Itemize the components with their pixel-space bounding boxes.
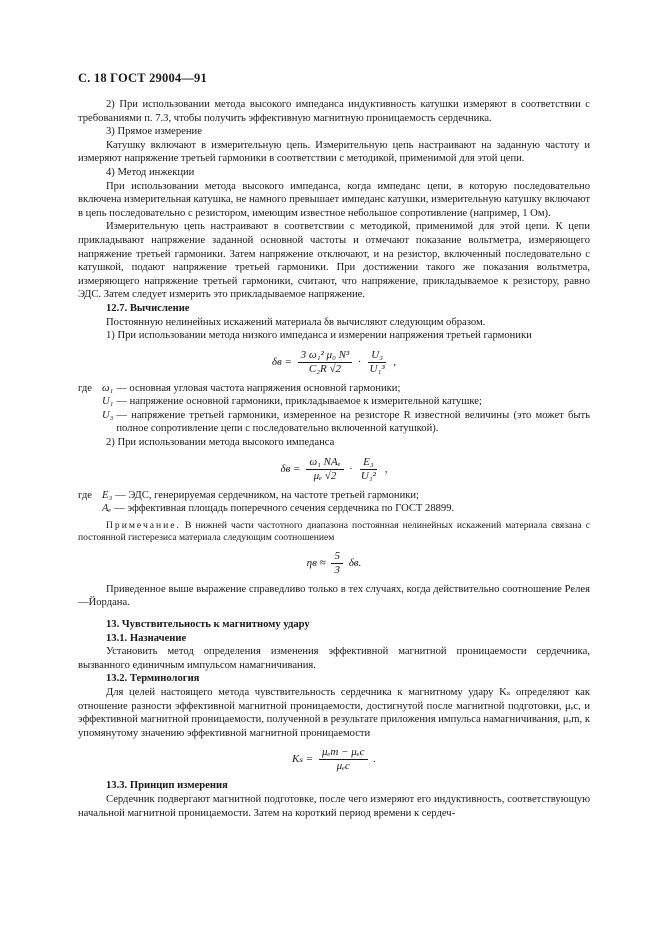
definition-text: — напряжение основной гармоники, прикладываемое к измерительной катушке;: [116, 396, 482, 408]
formula-delta-low-impedance: [78, 349, 590, 376]
paragraph: Постоянную нелинейных искажений материала δв вычисляют следующим образом.: [106, 316, 486, 328]
definitions-list: [78, 489, 590, 516]
paragraph: Катушку включают в измерительную цепь. Измерительную цепь настраивают на заданную частоту и измеряют напряжение третьей гармоники в соответствии с методикой, применимой для этой цепи.: [78, 139, 590, 165]
formula-lhs: δв =: [280, 462, 301, 475]
symbol: Aₑ: [102, 503, 112, 515]
symbol: U₁: [102, 396, 114, 408]
section-heading-13-3: 13.3. Принцип измерения: [106, 780, 228, 792]
paragraph: Приведенное выше выражение справедливо только в тех случаях, когда действительно соотношение Релея—Йордана.: [78, 583, 590, 609]
denominator: 3: [334, 563, 340, 576]
section-heading-13-2: 13.2. Терминология: [106, 673, 200, 685]
numerator: E₃: [360, 456, 377, 470]
fraction: [306, 456, 343, 483]
section-heading-12-7: 12.7. Вычисление: [106, 302, 190, 314]
definition-row: [78, 502, 590, 516]
section-heading-13: 13. Чувствительность к магнитному удару: [106, 619, 310, 631]
page-content: [78, 98, 590, 820]
list-item: 4) Метод инжекции: [106, 166, 195, 178]
denominator: C₂R √2: [308, 362, 342, 375]
list-item: 3) Прямое измерение: [106, 126, 202, 138]
definitions-intro: где: [78, 489, 92, 501]
formula-eta: [78, 550, 590, 577]
formula-tail: ,: [384, 462, 388, 475]
formula-rhs: δв.: [348, 556, 362, 569]
fraction: [298, 349, 353, 376]
fraction: [358, 456, 379, 483]
definition-text: — ЭДС, генерируемая сердечником, на частоте третьей гармоники;: [115, 489, 419, 501]
definitions-intro: где: [78, 382, 92, 394]
page-header: С. 18 ГОСТ 29004—91: [78, 71, 207, 85]
definition-row: [78, 395, 590, 409]
paragraph: Измерительную цепь настраивают в соответствии с методикой, применимой для этой цепи. К цепи прикладывают напряжение заданной основной частоты и отмечают показание вольтметра, измеряющего напряжение третьей гармоники. Затем напряжение отключают, и на резистор, включенный последовательно с катушкой, подают напряжение третьей гармоники. При достижении такого же показания вольтметра, измеряющего напряжение третьей гармоники, считают, что напряжение, прикладываемое к резистору, равно ЭДС. Затем следует измерить это прикладываемое напряжение.: [78, 221, 590, 301]
paragraph: Установить метод определения изменения эффективной магнитной проницаемости сердечника, вызванного единичным импульсом намагничивания.: [78, 646, 590, 671]
denominator: μₑ √2: [313, 469, 337, 482]
formula-tail: ,: [393, 355, 397, 368]
definition-row: [78, 409, 590, 436]
fraction: [367, 349, 388, 376]
symbol: ω₁: [102, 382, 114, 394]
multiply-sign: ·: [349, 462, 353, 475]
fraction: [319, 746, 368, 773]
formula-tail: .: [373, 753, 377, 766]
denominator: μₑc: [336, 760, 350, 773]
numerator: 5: [331, 550, 343, 564]
definitions-list: [78, 382, 590, 436]
note-label: Примечание.: [106, 519, 181, 531]
list-item: 2) При использовании метода высокого импеданса: [106, 437, 335, 449]
formula-ks: [78, 746, 590, 773]
paragraph: Сердечник подвергают магнитной подготовке, после чего измеряют его индуктивность, соответствующую начальной магнитной проницаемости. Затем на короткий период времени к сердеч-: [78, 793, 590, 819]
formula-lhs: Kₛ =: [291, 753, 314, 766]
symbol: E₃: [102, 489, 113, 501]
section-heading-13-1: 13.1. Назначение: [106, 632, 187, 644]
multiply-sign: ·: [358, 355, 361, 368]
definition-row: [78, 382, 590, 396]
paragraph: 2) При использовании метода высокого импеданса индуктивность катушки измеряют в соответствии с требованиями п. 7.3, чтобы получить эффективную магнитную проницаемость сердечника.: [78, 99, 590, 124]
formula-lhs: ηв ≈: [306, 556, 326, 569]
paragraph: При использовании метода высокого импеданса, когда импеданс цепи, в которую последовательно включена измерительная катушка, не намного превышает импеданс катушки, измерительную катушку включают в цепь последовательно с резистором, имеющим известное небольшое сопротивление (например, 1 Ом).: [78, 180, 590, 219]
denominator: U₁³: [369, 362, 385, 375]
definition-row: [78, 489, 590, 503]
formula-lhs: δв =: [271, 355, 292, 368]
note: [78, 520, 590, 544]
note-text: В нижней части частотного диапазона постоянная нелинейных искажений материала связана с постоянной гистерезиса материала следующим соотношением: [78, 519, 590, 543]
numerator: μₑm − μₑc: [319, 746, 368, 760]
paragraph: Для целей настоящего метода чувствительность сердечника к магнитному удару Kₛ определяют как отношение разности эффективной магнитной проницаемости, достигнутой после магнитной подготовки, μₑc, и эффективной магнитной проницаемости, полученной в результате приложения импульса намагничивания, μₑm, к упомянутому значению эффективной магнитной проницаемости: [78, 687, 590, 739]
numerator: ω₁ NAₑ: [306, 456, 343, 470]
denominator: U₁²: [360, 469, 376, 482]
symbol: U₃: [102, 409, 114, 421]
numerator: U₃: [368, 349, 386, 363]
formula-delta-high-impedance: [78, 456, 590, 483]
list-item: 1) При использовании метода низкого импеданса и измерении напряжения третьей гармоники: [106, 330, 532, 342]
fraction: [331, 550, 343, 577]
definition-text: — основная угловая частота напряжения основной гармоники;: [116, 382, 401, 394]
definition-text: — напряжение третьей гармоники, измеренное на резисторе R известной величины (это может быть полное сопротивление цепи с последовательно включенной катушкой).: [116, 409, 590, 435]
numerator: 3 ω₁² μ₀ N³: [298, 349, 353, 363]
definition-text: — эффективная площадь поперечного сечения сердечника по ГОСТ 28899.: [114, 503, 455, 515]
